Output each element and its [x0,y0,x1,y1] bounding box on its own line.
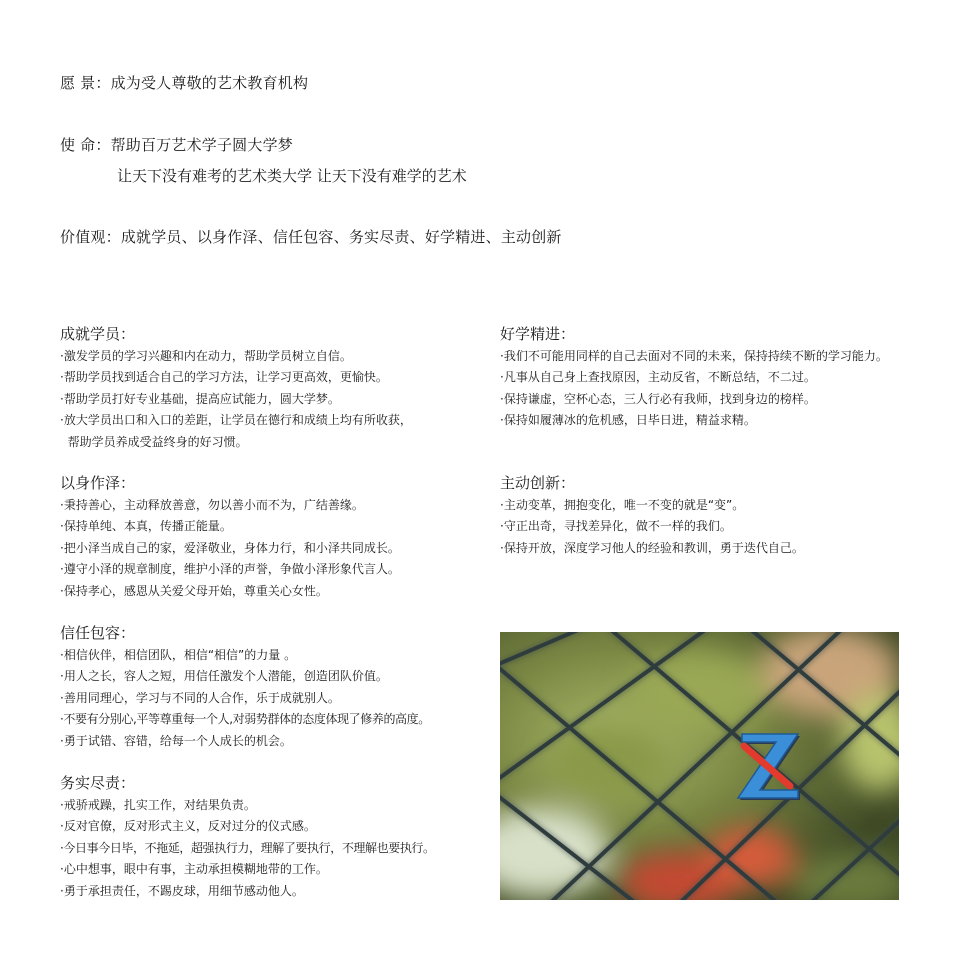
mission-text-1: 帮助百万艺术学子圆大学梦 [110,136,293,154]
section-haoxue [500,324,905,432]
list-item: ·激发学员的学习兴趣和内在动力，帮助学员树立自信。 [60,349,352,363]
values-line [60,226,562,247]
section-title: 成就学员： [60,325,136,343]
list-item: ·勇于承担责任，不踢皮球，用细节感动他人。 [60,883,304,898]
list-item: ·秉持善心，主动释放善意，勿以善小而不为，广结善缘。 [60,498,364,512]
list-item: ·今日事今日毕，不拖延，超强执行力，理解了要执行，不理解也要执行。 [60,840,435,855]
list-item: ·勇于试错、容错，给每一个人成长的机会。 [60,733,292,748]
list-item: ·反对官僚，反对形式主义，反对过分的仪式感。 [60,819,316,834]
list-item: ·凡事从自己身上查找原因，主动反省，不断总结，不二过。 [500,370,816,385]
fence-photo-image [500,632,899,900]
fence-photo [500,632,899,900]
list-item: ·帮助学员打好专业基础，提高应试能力，圆大学梦。 [60,391,340,406]
section-zhudong [500,473,905,559]
section-title: 务实尽责： [60,774,136,792]
section-wushi [60,773,490,902]
list-item: ·心中想事，眼中有事，主动承担模糊地带的工作。 [60,862,328,877]
vision-label: 愿 景： [60,74,111,92]
mission-label: 使 命： [60,136,111,154]
list-item: ·善用同理心，学习与不同的人合作，乐于成就别人。 [60,690,340,705]
section-chengjiu [60,324,490,453]
section-title: 以身作泽： [60,474,136,492]
list-item: ·我们不可能用同样的自己去面对不同的未来，保持持续不断的学习能力。 [500,349,888,363]
list-item: ·放大学员出口和入口的差距，让学员在德行和成绩上均有所收获， [60,413,412,428]
list-item: ·用人之长，容人之短，用信任激发个人潜能，创造团队价值。 [60,669,388,684]
section-title: 信任包容： [60,624,136,642]
list-item: ·保持谦虚，空杯心态，三人行必有我师，找到身边的榜样。 [500,391,816,406]
list-item: ·戒骄戒躁，扎实工作，对结果负责。 [60,798,256,812]
section-xinren [60,623,490,752]
values-label: 价值观： [60,228,121,246]
list-item: ·保持孝心，感恩从关爱父母开始，尊重关心女性。 [60,583,328,598]
section-title: 好学精进： [500,325,576,343]
values-text: 成就学员、以身作泽、信任包容、务实尽责、好学精进、主动创新 [120,228,562,246]
mission-text-2: 让天下没有难考的艺术类大学 让天下没有难学的艺术 [117,167,467,185]
list-item: ·保持单纯、本真，传播正能量。 [60,519,232,534]
vision-text: 成为受人尊敬的艺术教育机构 [110,74,309,92]
list-item: ·守正出奇，寻找差异化，做不一样的我们。 [500,519,732,534]
list-item: ·保持开放，深度学习他人的经验和教训，勇于迭代自己。 [500,540,804,555]
list-item: ·保持如履薄冰的危机感，日毕日进，精益求精。 [500,413,756,428]
list-item: ·遵守小泽的规章制度，维护小泽的声誉，争做小泽形象代言人。 [60,562,400,577]
vision-line [60,72,308,93]
section-yishen [60,473,490,602]
list-item: 帮助学员养成受益终身的好习惯。 [60,434,248,449]
list-item: ·主动变革，拥抱变化，唯一不变的就是“变”。 [500,498,745,512]
list-item: ·把小泽当成自己的家，爱泽敬业，身体力行，和小泽共同成长。 [60,540,400,555]
list-item: ·帮助学员找到适合自己的学习方法，让学习更高效，更愉快。 [60,370,388,385]
list-item: ·不要有分别心,平等尊重每一个人,对弱势群体的态度体现了修养的高度。 [60,712,430,727]
section-title: 主动创新： [500,474,576,492]
mission-line [60,134,293,155]
list-item: ·相信伙伴，相信团队，相信“相信”的力量 。 [60,648,297,662]
